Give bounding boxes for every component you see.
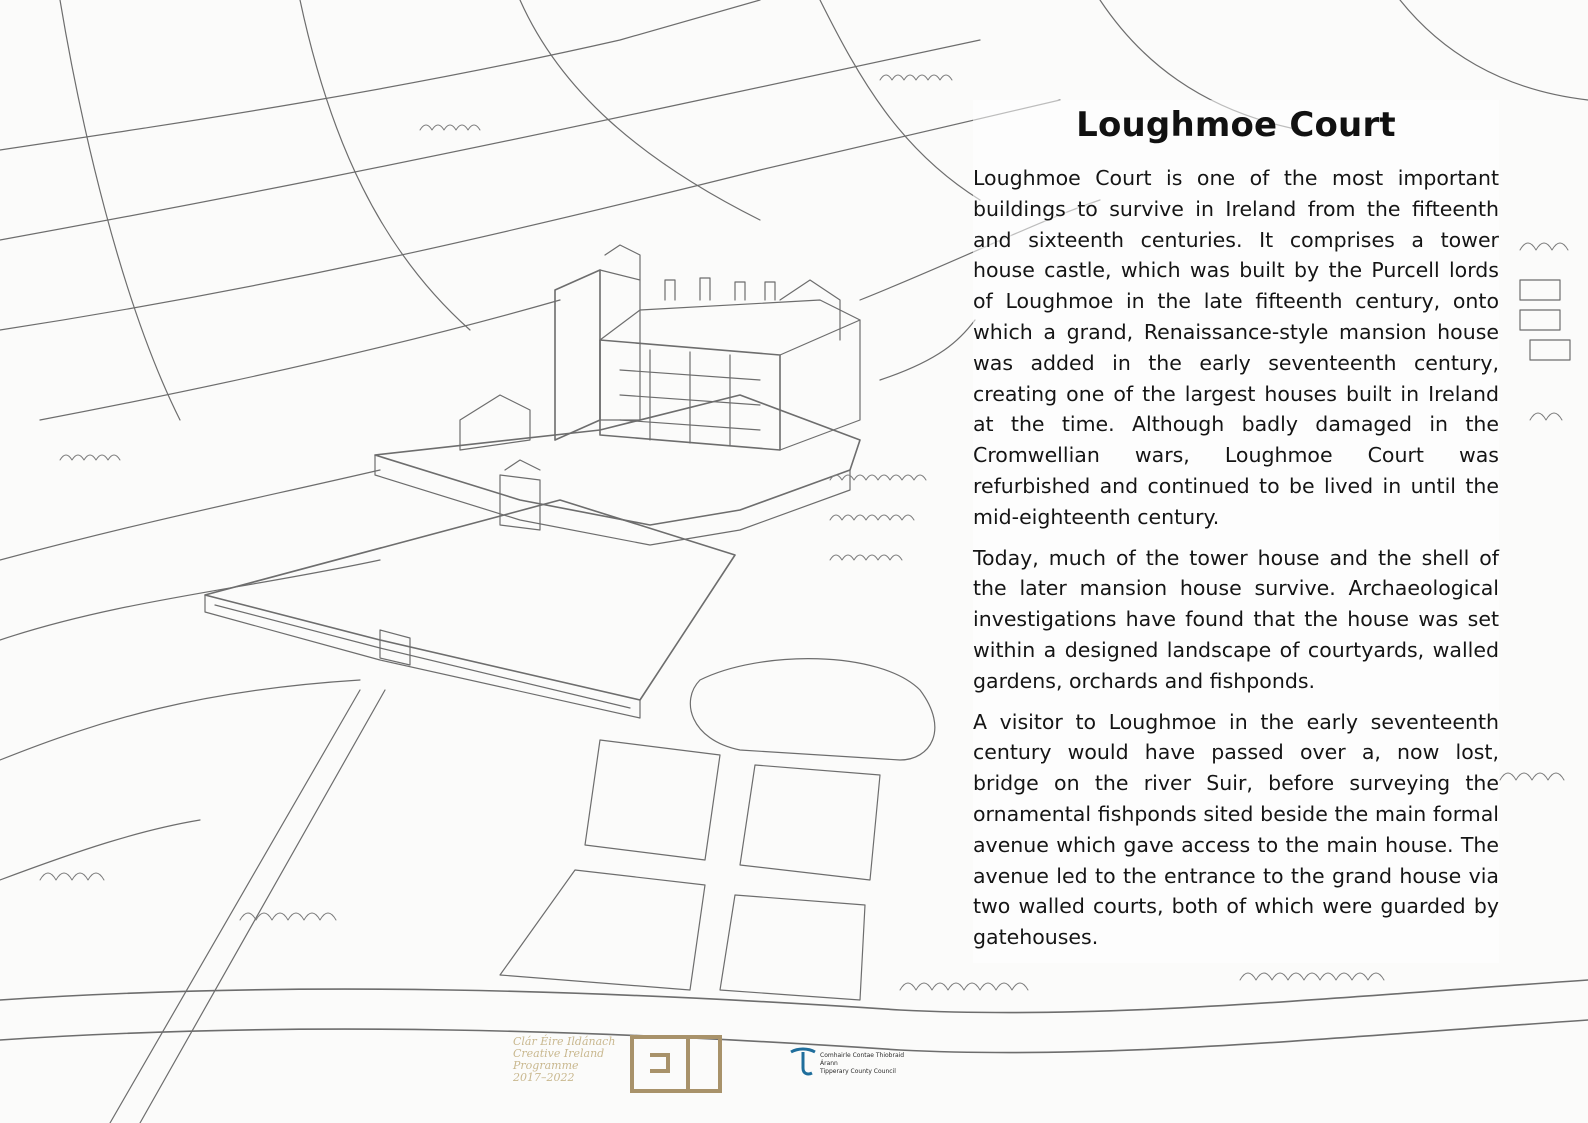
creative-ireland-logo xyxy=(513,1036,623,1084)
council-logo-text xyxy=(820,1052,905,1076)
page-title: Loughmoe Court xyxy=(1076,105,1396,145)
council-irish-name: Comhairle Contae Thiobraid Árann xyxy=(820,1052,905,1067)
creative-ireland-line-4: 2017–2022 xyxy=(513,1071,575,1084)
creative-ireland-line-2: Creative Ireland xyxy=(513,1047,605,1060)
paragraph-today: Today, much of the tower house and the shell of the later mansion house survive. Archaeological investigations have found that the house was set within a designed landscape of courtyards, walled gardens, orchards and fishponds. xyxy=(973,545,1499,693)
council-t-icon xyxy=(788,1046,818,1078)
council-english-name: Tipperary County Council xyxy=(820,1068,896,1075)
creative-ireland-mark-icon xyxy=(628,1033,724,1095)
paragraph-visitor: A visitor to Loughmoe in the early seventeenth century would have passed over a, now lost, bridge on the river Suir, before surveying the ornamental fishponds sited beside the main formal avenue which gave access to the main house. The avenue led to the entrance to the grand house via two walled courts, both of which were guarded by gatehouses. xyxy=(973,709,1499,950)
creative-ireland-line-3: Programme xyxy=(513,1059,579,1072)
text-panel xyxy=(973,100,1499,963)
paragraph-intro: Loughmoe Court is one of the most important buildings to survive in Ireland from the fifteenth and sixteenth centuries. It comprises a tower house castle, which was built by the Purcell lords of Loughmoe in the late fifteenth century, onto which a grand, Renaissance-style mansion house was added in the early seventeenth century, creating one of the largest houses built in Ireland at the time. Although badly damaged in the Cromwellian wars, Loughmoe Court was refurbished and continued to be lived in until the mid-eighteenth century. xyxy=(973,166,1499,529)
creative-ireland-line-1: Clár Éire Ildánach xyxy=(513,1035,616,1048)
